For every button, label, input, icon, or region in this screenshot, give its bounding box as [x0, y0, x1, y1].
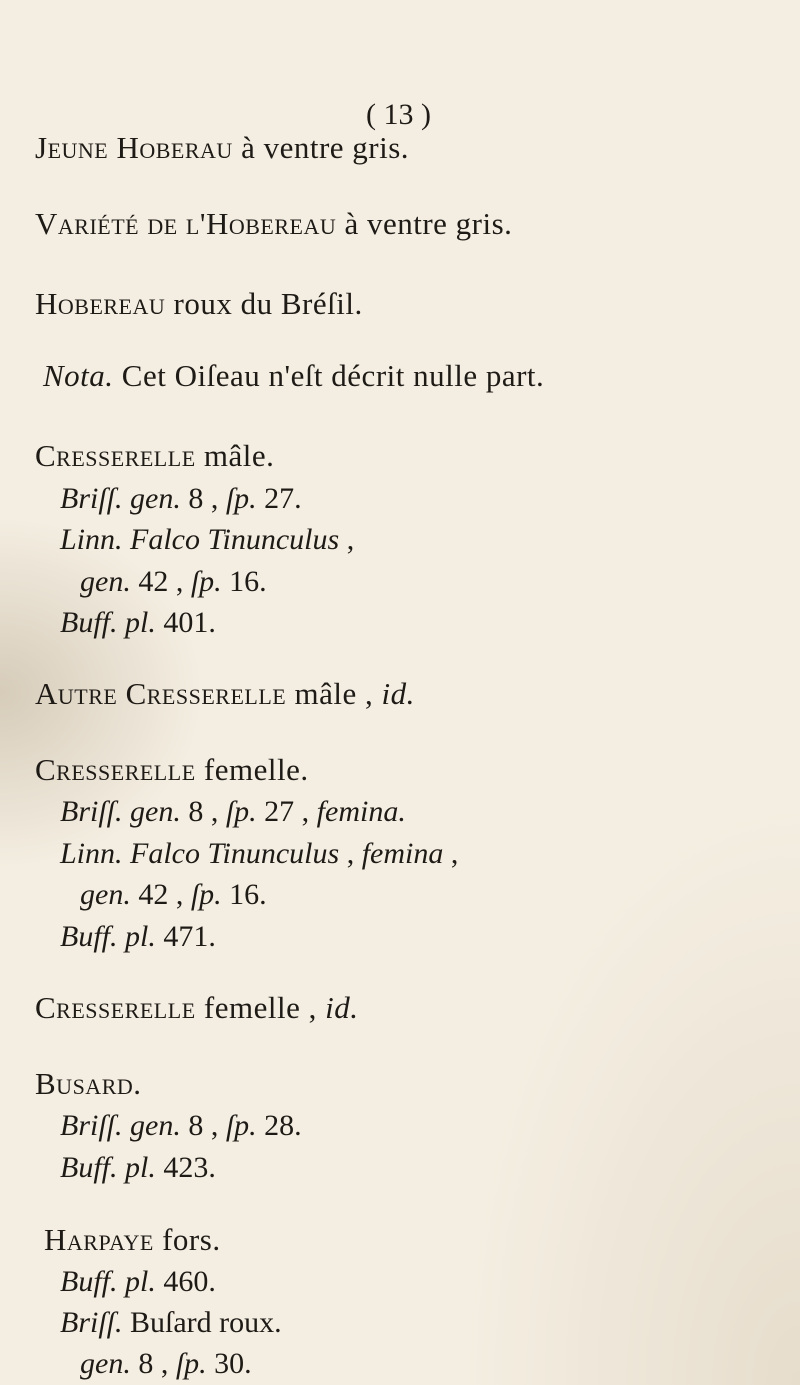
reference-line: Buff. pl. 423. — [60, 1151, 216, 1184]
reference-line: gen. 8 , ſp. 30. — [80, 1347, 252, 1380]
entry-cresserelle-male — [35, 438, 274, 474]
entry-title: Hobereau — [35, 286, 166, 321]
reference-line: Briſſ. gen. 8 , ſp. 27. — [60, 482, 302, 515]
entry-title: Harpaye — [44, 1222, 154, 1257]
entry-title: Variété de l'Hobereau — [35, 206, 337, 241]
entry-variete-hobereau — [35, 206, 512, 242]
reference-line: Buff. pl. 460. — [60, 1265, 216, 1298]
reference-line: Linn. Falco Tinunculus , femina , — [60, 837, 459, 870]
entry-rest: à ventre gris. — [232, 130, 410, 165]
page-number: ( 13 ) — [366, 98, 431, 131]
entry-harpaye — [44, 1222, 221, 1258]
reference-line: Buff. pl. 471. — [60, 920, 216, 953]
nota-text: Cet Oiſeau n'eſt décrit nulle part. — [113, 358, 545, 393]
entry-rest: à ventre gris. — [336, 206, 513, 241]
reference-line: Briſſ. gen. 8 , ſp. 28. — [60, 1109, 302, 1142]
entry-rest: roux du Bréſil. — [165, 286, 363, 321]
reference-line: gen. 42 , ſp. 16. — [80, 565, 267, 598]
entry-rest: fors. — [153, 1222, 221, 1257]
nota-label: Nota. — [43, 358, 114, 393]
reference-line: Briſſ. gen. 8 , ſp. 27 , femina. — [60, 795, 406, 828]
entry-title: Cresserelle — [35, 438, 196, 473]
entry-rest: mâle , — [286, 676, 382, 711]
entry-cresserelle-femelle-id: Cresserelle femelle , id. — [35, 990, 359, 1025]
entry-rest: femelle. — [195, 752, 309, 787]
entry-rest: femelle , — [195, 990, 326, 1025]
entry-autre-cresserelle: Autre Cresserelle mâle , id. — [35, 676, 415, 711]
entry-title: Busard. — [35, 1066, 142, 1101]
entry-hobereau-roux — [35, 286, 363, 322]
entry-nota — [43, 358, 544, 394]
entry-title: Jeune Hoberau — [35, 130, 233, 165]
reference-line: gen. 42 , ſp. 16. — [80, 878, 267, 911]
reference-line: Briſſ. Buſard roux. — [60, 1306, 282, 1339]
entry-jeune-hoberau — [35, 130, 409, 166]
entry-rest: mâle. — [195, 438, 275, 473]
reference-line: Linn. Falco Tinunculus , — [60, 523, 355, 556]
reference-line: Buff. pl. 401. — [60, 606, 216, 639]
entry-busard — [35, 1066, 142, 1102]
entry-title: Cresserelle — [35, 752, 196, 787]
entry-cresserelle-femelle — [35, 752, 309, 788]
entry-title: Autre Cresserelle — [35, 676, 287, 711]
entry-title: Cresserelle — [35, 990, 196, 1025]
